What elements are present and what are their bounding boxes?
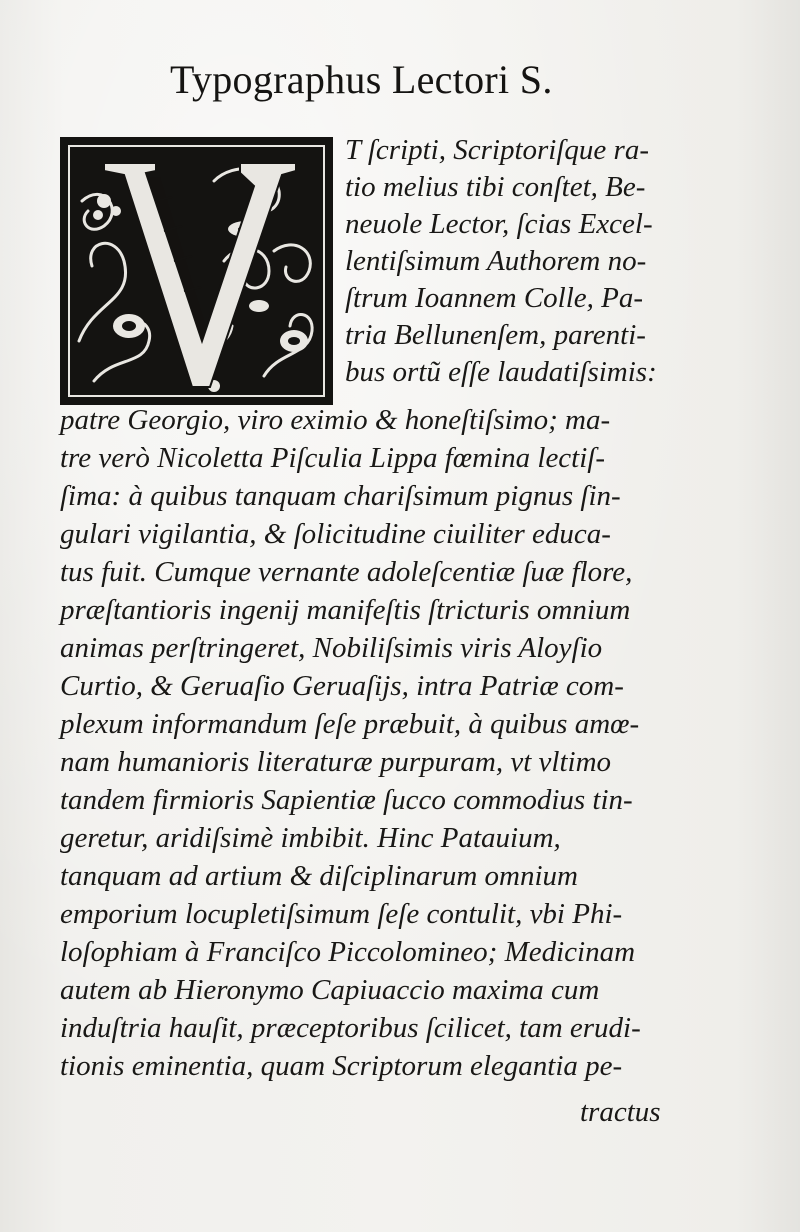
text-line: gulari vigilantia, & ſolicitudine ciuiliter educa- <box>60 518 611 550</box>
text-line: tionis eminentia, quam Scriptorum elegantia pe- <box>60 1050 623 1082</box>
text-line: loſophiam à Franciſco Piccolomineo; Medicinam <box>60 936 636 968</box>
text-line: Curtio, & Geruaſio Geruaſijs, intra Patriæ com- <box>60 670 624 702</box>
text-line: emporium locupletiſsimum ſeſe contulit, vbi Phi- <box>60 898 623 930</box>
text-line: tria Bellunenſem, parenti- <box>345 319 646 351</box>
text-line: T ſcripti, Scriptoriſque ra- <box>345 134 649 166</box>
text-line: tre verò Nicoletta Piſculia Lippa fœmina lectiſ- <box>60 442 606 474</box>
text-line: ſtrum Ioannem Colle, Pa- <box>345 282 644 314</box>
page-heading: Typographus Lectori S. <box>170 57 553 102</box>
text-line: tus fuit. Cumque vernante adoleſcentiæ ſuæ flore, <box>60 556 633 588</box>
text-line: induſtria hauſit, præceptoribus ſcilicet, tam erudi- <box>60 1012 641 1044</box>
text-line: autem ab Hieronymo Capiuaccio maxima cum <box>60 974 600 1006</box>
text-line: neuole Lector, ſcias Excel- <box>345 208 653 240</box>
text-line: tio melius tibi conſtet, Be- <box>345 171 646 203</box>
text-line: plexum informandum ſeſe præbuit, à quibus amœ- <box>60 708 640 740</box>
text-line: præſtantioris ingenij manifeſtis ſtricturis omnium <box>60 594 631 626</box>
text-line: geretur, aridiſsimè imbibit. Hinc Patauium, <box>60 822 561 854</box>
text-line: lentiſsimum Authorem no- <box>345 245 647 277</box>
catchword: tractus <box>580 1096 661 1128</box>
text-line: tandem firmioris Sapientiæ ſucco commodius tin- <box>60 784 633 816</box>
text-line: nam humanioris literaturæ purpuram, vt vltimo <box>60 746 612 778</box>
text-line: ſima: à quibus tanquam chariſsimum pignus ſin- <box>60 480 621 512</box>
text-line: patre Georgio, viro eximio & honeſtiſsimo; ma- <box>60 404 611 436</box>
text-line: tanquam ad artium & diſciplinarum omnium <box>60 860 578 892</box>
text-line: bus ortũ eſſe laudatiſsimis: <box>345 356 657 388</box>
text-line: animas perſtringeret, Nobiliſsimis viris Aloyſio <box>60 632 603 664</box>
